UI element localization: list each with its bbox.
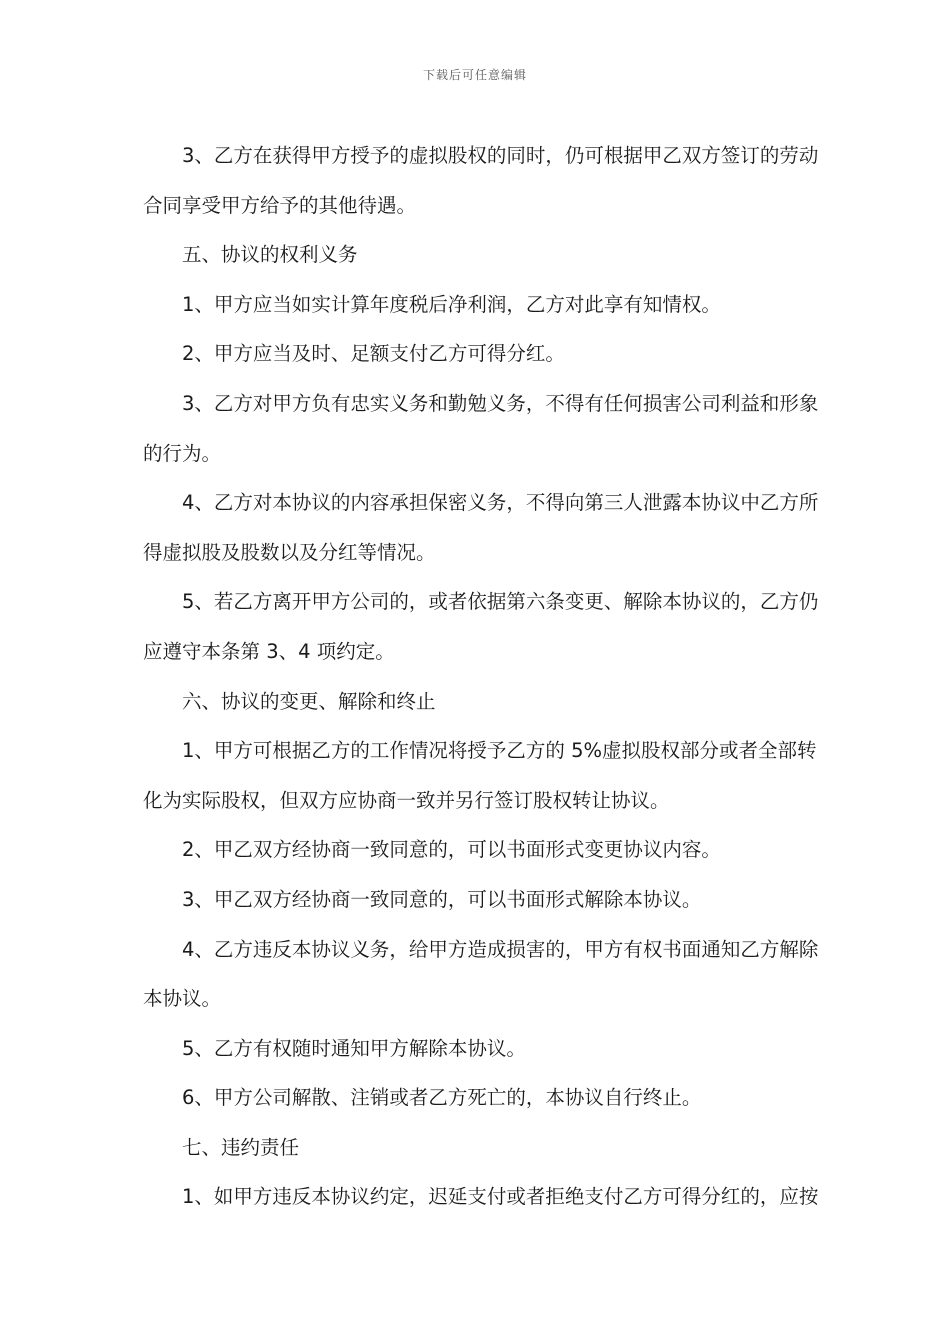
section-heading [143,230,809,280]
paragraph-line: 应遵守本条第 3、4 项约定。 [143,639,395,663]
paragraph [143,280,809,330]
paragraph-line: 合同享受甲方给予的其他待遇。 [143,193,417,217]
paragraph-line: 3、乙方对甲方负有忠实义务和勤勉义务，不得有任何损害公司利益和形象 [182,391,819,415]
paragraph [143,726,817,825]
paragraph-line: 化为实际股权，但双方应协商一致并另行签订股权转让协议。 [143,788,670,812]
paragraph-line: 的行为。 [143,441,222,465]
paragraph-line: 4、乙方对本协议的内容承担保密义务，不得向第三人泄露本协议中乙方所 [182,491,819,515]
paragraph-line: 1、如甲方违反本协议约定，迟延支付或者拒绝支付乙方可得分红的，应按 [182,1185,819,1209]
paragraph-line: 1、甲方应当如实计算年度税后净利润，乙方对此享有知情权。 [182,292,721,316]
paragraph-line: 3、乙方在获得甲方授予的虚拟股权的同时，仍可根据甲乙双方签订的劳动 [182,144,819,167]
paragraph-line: 得虚拟股及股数以及分红等情况。 [143,540,436,564]
paragraph-line: 2、甲方应当及时、足额支付乙方可得分红。 [182,342,565,366]
paragraph [143,925,819,1024]
paragraph [143,329,809,379]
paragraph [143,1172,819,1222]
paragraph [143,875,809,925]
paragraph-line: 5、乙方有权随时通知甲方解除本协议。 [182,1036,526,1060]
paragraph [143,131,819,230]
paragraph-line: 六、协议的变更、解除和终止 [182,689,436,713]
paragraph-line: 七、违约责任 [182,1135,300,1159]
paragraph [143,478,819,577]
paragraph-line: 2、甲乙双方经协商一致同意的，可以书面形式变更协议内容。 [182,838,721,862]
paragraph-line: 4、乙方违反本协议义务，给甲方造成损害的，甲方有权书面通知乙方解除 [182,937,819,961]
paragraph [143,1024,809,1074]
paragraph [143,379,819,478]
page-header: 下载后可任意编辑 [422,68,527,82]
section-heading [143,677,809,727]
paragraph [143,1073,809,1123]
paragraph-line: 五、协议的权利义务 [182,243,358,267]
section-heading [143,1123,809,1173]
paragraph-line: 3、甲乙双方经协商一致同意的，可以书面形式解除本协议。 [182,887,702,911]
paragraph-line: 5、若乙方离开甲方公司的，或者依据第六条变更、解除本协议的，乙方仍 [182,590,819,614]
paragraph [143,577,819,676]
paragraph-line: 本协议。 [143,987,222,1011]
paragraph-line: 6、甲方公司解散、注销或者乙方死亡的，本协议自行终止。 [182,1086,702,1110]
document-body [143,131,819,1222]
paragraph [143,825,809,875]
paragraph-line: 1、甲方可根据乙方的工作情况将授予乙方的 5%虚拟股权部分或者全部转 [182,739,817,763]
